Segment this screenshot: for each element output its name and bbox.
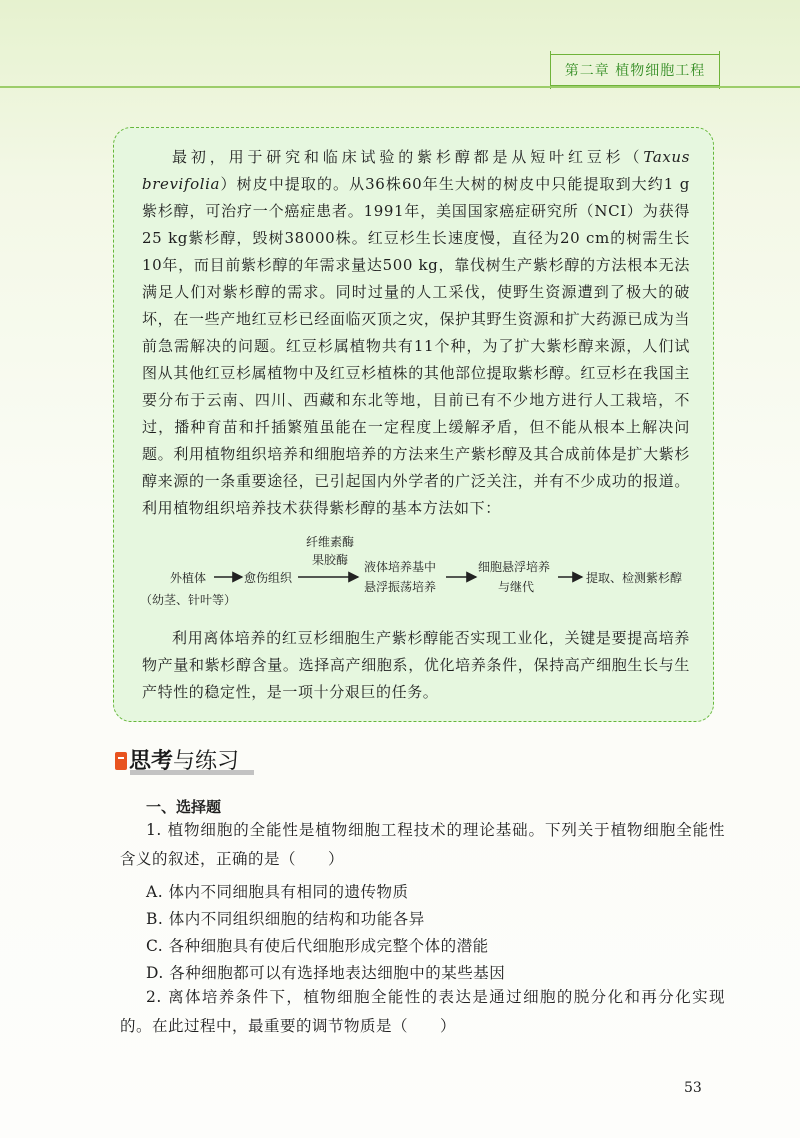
flow-callus: 愈伤组织 bbox=[244, 571, 293, 585]
chapter-header bbox=[550, 54, 720, 86]
flow-explant: 外植体 bbox=[170, 571, 207, 585]
latin-name: Taxus brevifolia bbox=[142, 148, 690, 193]
question-2: 2. 离体培养条件下，植物细胞全能性的表达是通过细胞的脱分化和再分化实现的。在此过程中，最重要的调节物质是（ ） bbox=[120, 988, 725, 1035]
section-title bbox=[112, 742, 252, 782]
q1-option-d: D. 各种细胞都可以有选择地表达细胞中的某些基因 bbox=[146, 964, 506, 982]
flow-liquid-1: 液体培养基中 bbox=[364, 560, 437, 574]
box-paragraph-1: 最初，用于研究和临床试验的紫杉醇都是从短叶红豆杉（Taxus brevifolia）树皮中提取的。从36株60年生大树的树皮中只能提取到大约1 g紫杉醇，可治疗一个癌症患者。1991年，美国国家癌症研究所（NCI）为获得25 kg紫杉醇，毁树38000株。红豆杉生长速度慢，直径为20 cm的树需生长10年，而目前紫杉醇的年需求量达500 kg，靠伐树生产紫杉醇的方法根本无法满足人们对紫杉醇的需求。同时过量的人工采伐，使野生资源遭到了极大的破坏，在一些产地红豆杉已经面临灭顶之灾，保护其野生资源和扩大药源已成为当前急需解决的问题。红豆杉属植物共有11个种，为了扩大紫杉醇来源，人们试图从其他红豆杉属植物中及红豆杉植株的其他部位提取紫杉醇。红豆杉在我国主要分布于云南、四川、西藏和东北等地，目前已有不少地方进行人工栽培，不过，播种育苗和扦插繁殖虽能在一定程度上缓解矛盾，但不能从根本上解决问题。利用植物组织培养和细胞培养的方法来生产紫杉醇及其合成前体是扩大紫杉醇来源的一条重要途径，已引起国内外学者的广泛关注，并有不少成功的报道。利用植物组织培养技术获得紫杉醇的基本方法如下： bbox=[142, 148, 690, 517]
q1-option-a: A. 体内不同细胞具有相同的遗传物质 bbox=[146, 883, 409, 901]
flow-diagram bbox=[140, 536, 700, 616]
chapter-title: 第二章 植物细胞工程 bbox=[564, 63, 706, 79]
flow-cell-1: 细胞悬浮培养 bbox=[478, 560, 551, 574]
reading-box bbox=[113, 127, 714, 722]
exercise-subheading: 一、选择题 bbox=[146, 798, 222, 816]
flow-enzyme-2: 果胶酶 bbox=[312, 553, 349, 567]
flow-cell-2: 与继代 bbox=[498, 580, 535, 594]
flow-enzyme-1: 纤维素酶 bbox=[306, 535, 355, 549]
flow-explant-note: （幼茎、针叶等） bbox=[140, 593, 237, 607]
flow-extract: 提取、检测紫杉醇 bbox=[586, 571, 683, 585]
flow-liquid-2: 悬浮振荡培养 bbox=[364, 580, 437, 594]
section-title-text: 思考与练习 bbox=[129, 749, 240, 774]
q1-option-b: B. 体内不同组织细胞的结构和功能各异 bbox=[146, 910, 425, 928]
q1-option-c: C. 各种细胞具有使后代细胞形成完整个体的潜能 bbox=[146, 937, 489, 955]
question-1: 1. 植物细胞的全能性是植物细胞工程技术的理论基础。下列关于植物细胞全能性含义的叙述，正确的是（ ） bbox=[120, 821, 725, 868]
box-paragraph-2: 利用离体培养的红豆杉细胞生产紫杉醇能否实现工业化，关键是要提高培养物产量和紫杉醇含量。选择高产细胞系，优化培养条件，保持高产细胞生长与生产特性的稳定性，是一项十分艰巨的任务。 bbox=[142, 629, 690, 701]
page-number: 53 bbox=[684, 1080, 702, 1096]
header-rule bbox=[0, 86, 800, 88]
section-tag-icon bbox=[115, 752, 127, 770]
